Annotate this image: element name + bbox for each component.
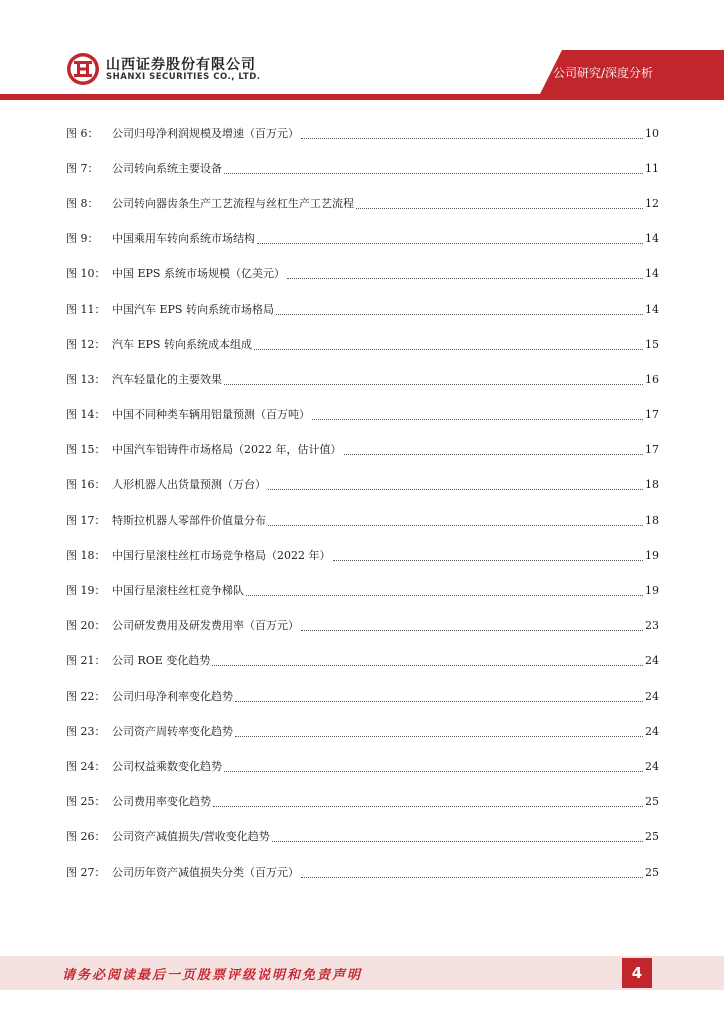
dot-leader [224, 383, 643, 385]
section-label: 公司研究/深度分析 [553, 66, 654, 80]
figure-number: 图 14： [66, 408, 106, 422]
figure-number: 图 9： [66, 232, 99, 246]
figure-title: 公司资产减值损失/营收变化趋势 [112, 830, 270, 844]
company-name-cn: 山西证券股份有限公司 [106, 57, 256, 73]
dot-leader [246, 594, 643, 596]
toc-entry[interactable] [66, 573, 659, 608]
figure-title: 公司历年资产减值损失分类（百万元） [112, 865, 299, 879]
figure-number: 图 16： [66, 478, 106, 492]
disclaimer-text: 请务必阅读最后一页股票评级说明和免责声明 [62, 968, 363, 983]
figure-page-number: 15 [645, 337, 659, 351]
toc-entry[interactable] [66, 820, 659, 855]
figure-number: 图 10： [66, 267, 106, 281]
toc-entry[interactable] [66, 186, 659, 221]
figure-title: 公司费用率变化趋势 [112, 795, 211, 809]
figure-number: 图 22： [66, 689, 106, 703]
figure-title: 中国汽车铝铸件市场格局（2022 年，估计值） [112, 443, 342, 457]
figure-number: 图 20： [66, 619, 106, 633]
toc-entry[interactable] [66, 433, 659, 468]
toc-entry[interactable] [66, 714, 659, 749]
dot-leader [301, 137, 643, 139]
figure-title: 公司研发费用及研发费用率（百万元） [112, 619, 299, 633]
figure-number: 图 26： [66, 830, 106, 844]
dot-leader [301, 876, 643, 878]
figure-page-number: 24 [645, 759, 659, 773]
figure-title: 公司权益乘数变化趋势 [112, 759, 222, 773]
dot-leader [272, 840, 643, 842]
dot-leader [356, 207, 643, 209]
toc-entry[interactable] [66, 503, 659, 538]
toc-entry[interactable] [66, 785, 659, 820]
figure-number: 图 13： [66, 372, 106, 386]
toc-entry[interactable] [66, 644, 659, 679]
figure-title: 中国行星滚柱丝杠市场竞争格局（2022 年） [112, 548, 331, 562]
toc-entry[interactable] [66, 609, 659, 644]
figure-title: 汽车轻量化的主要效果 [112, 372, 222, 386]
figure-page-number: 11 [645, 161, 659, 175]
figure-page-number: 14 [645, 267, 659, 281]
header-divider [0, 94, 724, 100]
dot-leader [254, 348, 643, 350]
figure-page-number: 12 [645, 196, 659, 210]
figure-title: 中国行星滚柱丝杠竞争梯队 [112, 584, 244, 598]
figure-title: 特斯拉机器人零部件价值量分布 [112, 513, 266, 527]
figure-title: 公司转向器齿条生产工艺流程与丝杠生产工艺流程 [112, 196, 354, 210]
figure-number: 图 17： [66, 513, 106, 527]
figure-title: 人形机器人出货量预测（万台） [112, 478, 266, 492]
figure-number: 图 19： [66, 584, 106, 598]
figure-page-number: 24 [645, 689, 659, 703]
company-name-en: SHANXI SECURITIES CO., LTD. [106, 72, 261, 82]
figure-list [66, 116, 659, 890]
toc-entry[interactable] [66, 538, 659, 573]
figure-number: 图 6： [66, 126, 99, 140]
toc-entry[interactable] [66, 257, 659, 292]
dot-leader [268, 524, 643, 526]
figure-title: 公司归母净利率变化趋势 [112, 689, 233, 703]
figure-page-number: 14 [645, 302, 659, 316]
figure-number: 图 23： [66, 724, 106, 738]
figure-title: 公司转向系统主要设备 [112, 161, 222, 175]
toc-entry[interactable] [66, 679, 659, 714]
dot-leader [312, 418, 643, 420]
toc-entry[interactable] [66, 468, 659, 503]
dot-leader [224, 770, 643, 772]
shanxi-securities-logo-icon [66, 52, 100, 86]
dot-leader [268, 488, 643, 490]
page-footer [0, 956, 724, 990]
toc-entry[interactable] [66, 855, 659, 890]
figure-number: 图 27： [66, 865, 106, 879]
figure-page-number: 19 [645, 584, 659, 598]
dot-leader [287, 277, 643, 279]
dot-leader [276, 313, 643, 315]
dot-leader [257, 242, 643, 244]
toc-entry[interactable] [66, 398, 659, 433]
toc-entry[interactable] [66, 292, 659, 327]
dot-leader [213, 805, 643, 807]
page-header [0, 0, 724, 100]
dot-leader [235, 735, 643, 737]
figure-page-number: 10 [645, 126, 659, 140]
figure-page-number: 19 [645, 548, 659, 562]
figure-title: 公司资产周转率变化趋势 [112, 724, 233, 738]
figure-page-number: 14 [645, 232, 659, 246]
toc-entry[interactable] [66, 327, 659, 362]
page-number: 4 [622, 958, 652, 988]
figure-number: 图 21： [66, 654, 106, 668]
figure-number: 图 12： [66, 337, 106, 351]
figure-page-number: 18 [645, 478, 659, 492]
figure-number: 图 18： [66, 548, 106, 562]
dot-leader [212, 664, 643, 666]
figure-number: 图 7： [66, 161, 99, 175]
dot-leader [344, 453, 644, 455]
figure-title: 汽车 EPS 转向系统成本组成 [112, 337, 252, 351]
figure-page-number: 25 [645, 865, 659, 879]
dot-leader [301, 629, 643, 631]
figure-page-number: 25 [645, 830, 659, 844]
figure-page-number: 16 [645, 372, 659, 386]
figure-title: 中国乘用车转向系统市场结构 [112, 232, 255, 246]
figure-page-number: 17 [645, 408, 659, 422]
figure-title: 中国 EPS 系统市场规模（亿美元） [112, 267, 285, 281]
figure-page-number: 18 [645, 513, 659, 527]
figure-page-number: 17 [645, 443, 659, 457]
toc-entry[interactable] [66, 151, 659, 186]
dot-leader [224, 172, 643, 174]
figure-page-number: 23 [645, 619, 659, 633]
figure-page-number: 24 [645, 724, 659, 738]
dot-leader [333, 559, 644, 561]
figure-number: 图 11： [66, 302, 106, 316]
figure-page-number: 25 [645, 795, 659, 809]
toc-entry[interactable] [66, 749, 659, 784]
figure-title: 公司 ROE 变化趋势 [112, 654, 211, 668]
toc-entry[interactable] [66, 222, 659, 257]
figure-number: 图 25： [66, 795, 106, 809]
toc-entry[interactable] [66, 362, 659, 397]
figure-number: 图 8： [66, 196, 99, 210]
figure-title: 公司归母净利润规模及增速（百万元） [112, 126, 299, 140]
figure-number: 图 24： [66, 759, 106, 773]
dot-leader [235, 700, 643, 702]
figure-number: 图 15： [66, 443, 106, 457]
figure-page-number: 24 [645, 654, 659, 668]
figure-title: 中国不同种类车辆用铝量预测（百万吨） [112, 408, 310, 422]
figure-title: 中国汽车 EPS 转向系统市场格局 [112, 302, 274, 316]
toc-entry[interactable] [66, 116, 659, 151]
